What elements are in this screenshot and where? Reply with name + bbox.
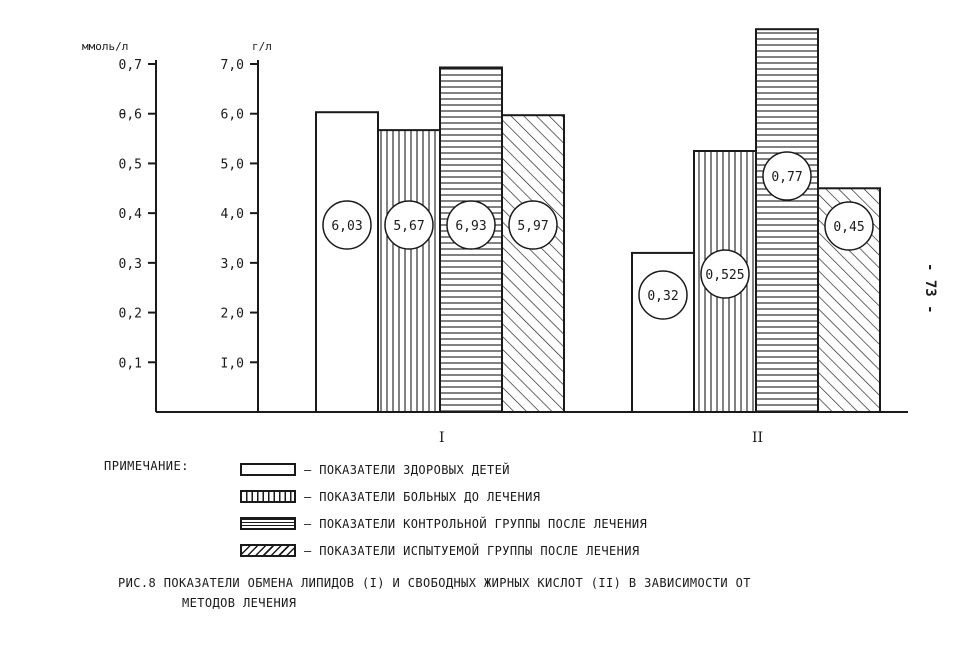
legend-label-control-group: – ПОКАЗАТЕЛИ КОНТРОЛЬНОЙ ГРУППЫ ПОСЛЕ ЛЕЧЕНИЯ	[304, 516, 648, 531]
left-axis-unit: ммоль/л	[82, 40, 129, 53]
data-label: 0,77	[771, 170, 803, 185]
left-tick-label: θ,6	[118, 107, 142, 123]
right-axis-unit: г/л	[252, 40, 272, 53]
legend-item-test-group	[240, 537, 647, 564]
data-label: 5,97	[517, 219, 549, 234]
data-label: 0,45	[833, 220, 865, 235]
legend-item-before-treatment	[240, 483, 647, 510]
right-tick-label: 7,0	[220, 58, 244, 73]
note-label: ПРИМЕЧАНИЕ:	[104, 459, 189, 473]
right-tick-label: 5,0	[220, 157, 244, 173]
left-tick-label: 0,1	[118, 356, 142, 372]
bar-test-group-i	[502, 115, 564, 412]
legend-swatch-healthy	[240, 463, 296, 476]
data-label: 6,03	[331, 219, 363, 234]
legend-item-healthy	[240, 456, 647, 483]
legend-label-before-treatment: – ПОКАЗАТЕЛИ БОЛЬНЫХ ДО ЛЕЧЕНИЯ	[304, 489, 541, 504]
category-label-i: I	[439, 430, 445, 446]
left-tick-label: 0,4	[118, 207, 142, 223]
left-tick-label: 0,7	[118, 58, 142, 73]
bar-before-treatment-i	[378, 130, 440, 412]
legend-swatch-test-group	[240, 544, 296, 557]
right-tick-label: 3,0	[220, 256, 244, 272]
legend-label-test-group: – ПОКАЗАТЕЛИ ИСПЫТУЕМОЙ ГРУППЫ ПОСЛЕ ЛЕЧЕНИЯ	[304, 543, 640, 558]
right-tick-label: 6,0	[220, 107, 244, 123]
caption-line-1: РИС.8 ПОКАЗАТЕЛИ ОБМЕНА ЛИПИДОВ (I) И СВОБОДНЫХ ЖИРНЫХ КИСЛОТ (II) В ЗАВИСИМОСТИ ОТ	[118, 576, 751, 590]
left-tick-label: 0,2	[118, 306, 142, 322]
category-label-ii: II	[752, 430, 764, 446]
bar-control-group-ii	[756, 29, 818, 412]
left-tick-label: 0,3	[118, 256, 142, 272]
caption-line-2: МЕТОДОВ ЛЕЧЕНИЯ	[182, 596, 297, 610]
page-number: - 73 -	[922, 263, 938, 314]
figure-caption	[118, 573, 751, 613]
legend-label-healthy: – ПОКАЗАТЕЛИ ЗДОРОВЫХ ДЕТЕЙ	[304, 462, 510, 477]
legend-item-control-group	[240, 510, 647, 537]
left-tick-label: 0,5	[118, 157, 142, 173]
legend-swatch-before-treatment	[240, 490, 296, 503]
right-tick-label: 4,0	[220, 207, 244, 223]
data-label: 0,32	[647, 289, 679, 304]
data-label: 6,93	[455, 219, 487, 234]
legend	[240, 456, 647, 564]
legend-swatch-control-group	[240, 517, 296, 530]
data-label: 5,67	[393, 219, 425, 234]
bar-healthy-i	[316, 112, 378, 412]
right-tick-label: 2,0	[220, 306, 244, 322]
right-tick-label: I,0	[220, 356, 244, 372]
data-label: 0,525	[705, 268, 745, 283]
